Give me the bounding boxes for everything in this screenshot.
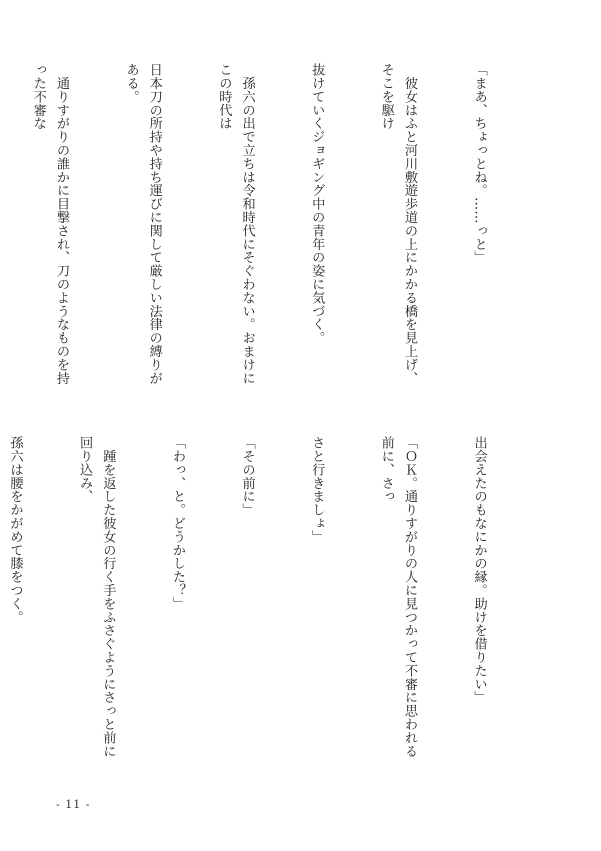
text-line: 孫六は腰をかがめて膝をつく。 — [7, 436, 23, 624]
text-line: 孫六の出で立ちは令和時代にそぐわない。おまけにこの時代は — [216, 63, 255, 385]
text-line: 抜けていくジョギング中の青年の姿に気づく。 — [309, 63, 325, 345]
text-line: 通りすがりの誰かに目撃され、刀のようなものを持った不審な — [30, 63, 69, 385]
text-line: 出会えたのもなにかの縁。助けを借りたい」 — [471, 436, 487, 704]
page-number: - 11 - — [56, 798, 91, 811]
text-line: 日本刀の所持や持ち運びに関して厳しい法律の縛りがある。 — [123, 63, 162, 385]
text-block-top — [30, 63, 537, 386]
text-line: 彼女はふと河川敷遊歩道の上にかかる橋を見上げ、そこを駆け — [378, 63, 417, 385]
text-line: 踵を返した彼女の行く手をふさぐようにさっと前に回り込み、 — [77, 436, 116, 758]
text-line: さと行きましょ」 — [309, 436, 325, 544]
text-line: 「ＯＫ。通りすがりの人に見つかって不審に思われる前に、さっ — [378, 436, 417, 758]
text-line: 「まあ、ちょっとね。……っと」 — [471, 63, 487, 264]
text-line: 「その前に」 — [239, 436, 255, 517]
text-line: 「わっ、と。どうかした？」 — [169, 436, 185, 611]
text-block-bottom — [7, 436, 537, 768]
